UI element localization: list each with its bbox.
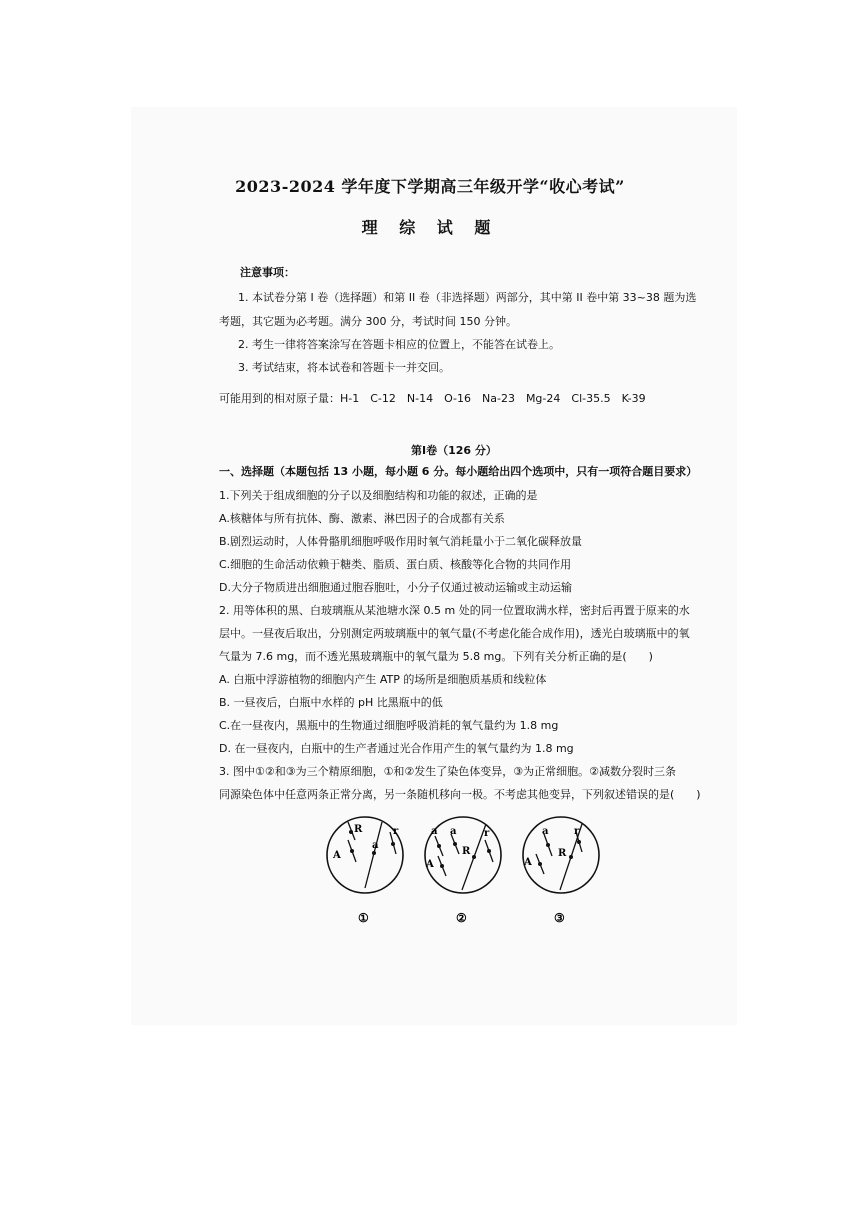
cell-3-centromere-1 — [546, 843, 550, 847]
cell-3-centromere-4 — [577, 840, 581, 844]
cell-3-centromere-2 — [538, 862, 542, 866]
cell-3-label-3: A — [524, 857, 532, 868]
q1-option-a: A.核糖体与所有抗体、酶、激素、淋巴因子的合成都有关系 — [219, 512, 505, 525]
cell-1-label-1: R — [354, 824, 363, 835]
cell-2-label-2: a — [450, 826, 457, 837]
cell-3-caption: ③ — [554, 911, 565, 925]
cell-1-chromosome-3 — [365, 822, 382, 888]
cell-1-centromere-4 — [391, 842, 395, 846]
cell-1-label-2: A — [333, 850, 341, 861]
cell-2-centromere-2 — [453, 842, 457, 846]
cell-3-label-4: R — [558, 848, 567, 859]
cell-1-centromere-1 — [350, 849, 354, 853]
notes-heading: 注意事项： — [240, 266, 295, 279]
q2-option-d: D. 在一昼夜内，白瓶中的生产者通过光合作用产生的氧气量约为 1.8 mg — [219, 742, 574, 755]
q2-stem-2: 层中。一昼夜后取出，分别测定两玻璃瓶中的氧气量(不考虑化能合成作用)，透光白玻璃瓶中的氧 — [219, 627, 690, 640]
q1-option-d: D.大分子物质进出细胞通过胞吞胞吐，小分子仅通过被动运输或主动运输 — [219, 581, 572, 594]
atomic-masses: 可能用到的相对原子量：H-1 C-12 N-14 O-16 Na-23 Mg-24 Cl-35.5 K-39 — [219, 392, 646, 405]
q2-option-b: B. 一昼夜后，白瓶中水样的 pH 比黑瓶中的低 — [219, 696, 443, 709]
cell-3-centromere-3 — [569, 855, 573, 859]
cell-1-label-4: r — [393, 826, 399, 837]
exam-subtitle: 理 综 试 题 — [361, 218, 499, 237]
note-3: 3. 考试结束，将本试卷和答题卡一并交回。 — [238, 361, 450, 374]
cell-3 — [523, 817, 599, 925]
cell-2-centromere-5 — [487, 849, 491, 853]
cell-2 — [425, 817, 501, 925]
exam-title: 2023-2024 学年度下学期高三年级开学“收心考试” — [235, 177, 625, 196]
q1-option-b: B.剧烈运动时，人体骨骼肌细胞呼吸作用时氧气消耗量小于二氧化碳释放量 — [219, 535, 583, 548]
cell-2-caption: ② — [456, 911, 467, 925]
q2-option-a: A. 白瓶中浮游植物的细胞内产生 ATP 的场所是细胞质基质和线粒体 — [219, 673, 547, 686]
chromosome-figure — [320, 810, 610, 930]
cell-2-centromere-1 — [437, 844, 441, 848]
cell-1-label-3: a — [372, 840, 379, 851]
cell-2-centromere-4 — [440, 864, 444, 868]
q2-stem-1: 2. 用等体积的黑、白玻璃瓶从某池塘水深 0.5 m 处的同一位置取满水样，密封后再置于原来的水 — [219, 604, 690, 617]
q2-option-c: C.在一昼夜内，黑瓶中的生物通过细胞呼吸消耗的氧气量约为 1.8 mg — [219, 719, 559, 732]
cell-2-centromere-3 — [472, 855, 476, 859]
cell-2-label-4: A — [426, 859, 434, 870]
cell-2-label-3: r — [484, 828, 490, 839]
cell-3-label-2: r — [574, 826, 580, 837]
cell-1-centromere-3 — [372, 851, 376, 855]
note-1-line-1: 1. 本试卷分第 I 卷（选择题）和第 II 卷（非选择题）两部分，其中第 II 卷中第 33~38 题为选 — [238, 291, 697, 304]
q1-option-c: C.细胞的生命活动依赖于糖类、脂质、蛋白质、核酸等化合物的共同作用 — [219, 558, 572, 571]
q2-stem-3: 气量为 7.6 mg，而不透光黑玻璃瓶中的氧气量为 5.8 mg。下列有关分析正确的是( ) — [219, 650, 653, 663]
q3-stem-2: 同源染色体中任意两条正常分离，另一条随机移向一极。不考虑其他变异，下列叙述错误的是( ) — [219, 788, 701, 801]
q1-stem: 1.下列关于组成细胞的分子以及细胞结构和功能的叙述，正确的是 — [219, 489, 538, 502]
section-heading: 第Ⅰ卷（126 分） — [411, 444, 497, 457]
cell-2-label-5: R — [462, 846, 471, 857]
cell-1 — [327, 817, 403, 925]
cell-3-label-1: a — [542, 826, 549, 837]
cell-2-label-1: a — [431, 826, 438, 837]
cell-1-caption: ① — [358, 911, 369, 925]
note-1-line-2: 考题，其它题为必考题。满分 300 分，考试时间 150 分钟。 — [219, 315, 517, 328]
q3-stem-1: 3. 图中①②和③为三个精原细胞，①和②发生了染色体变异，③为正常细胞。②减数分裂时三条 — [219, 765, 677, 778]
section-instructions: 一、选择题（本题包括 13 小题，每小题 6 分。每小题给出四个选项中，只有一项符合题目要求） — [219, 465, 698, 478]
cell-1-centromere-2 — [349, 830, 353, 834]
note-2: 2. 考生一律将答案涂写在答题卡相应的位置上，不能答在试卷上。 — [238, 338, 560, 351]
